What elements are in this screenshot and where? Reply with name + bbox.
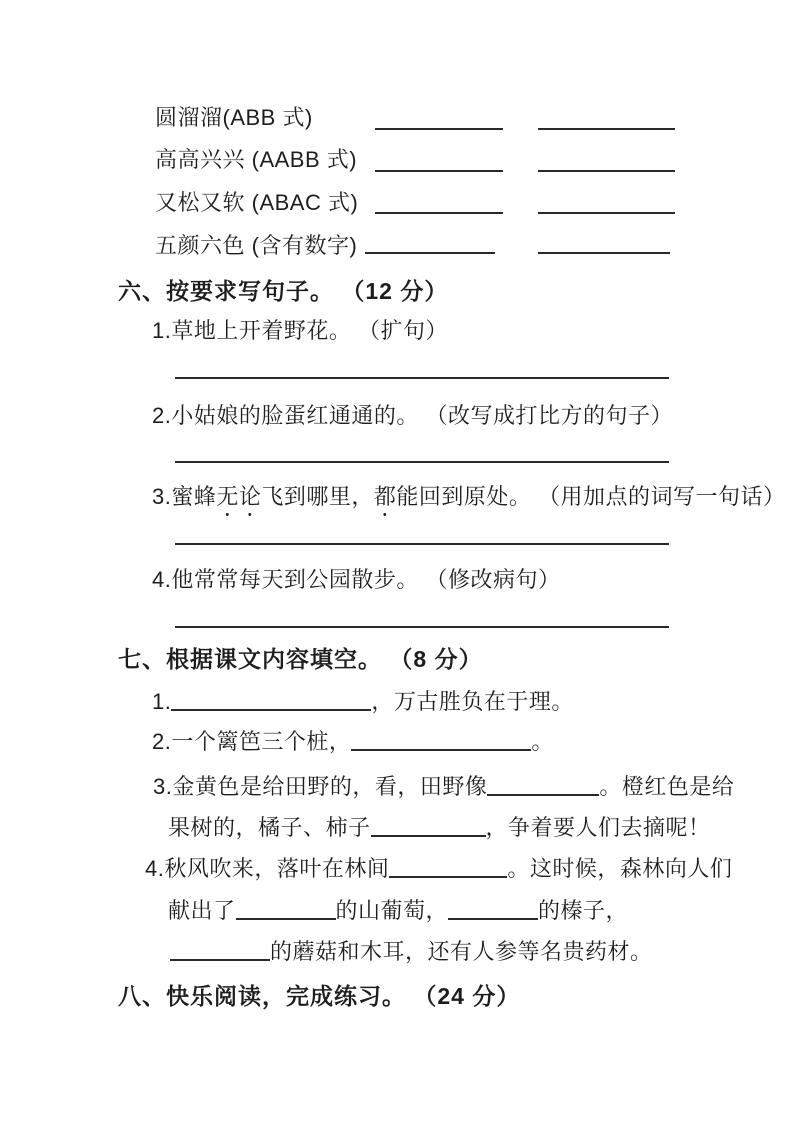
answer-line xyxy=(175,461,669,463)
answer-line xyxy=(175,377,669,379)
fill-blank xyxy=(351,733,531,751)
question-item-1: 1.草地上开着野花。 （扩句） xyxy=(152,318,448,343)
fill-question-3-line-2 xyxy=(168,814,711,842)
fill-blank xyxy=(538,170,675,172)
question-item-2: 2.小姑娘的脸蛋红通通的。 （改写成打比方的句子） xyxy=(152,403,673,428)
question-text-segment: ，万古胜负在于理。 xyxy=(371,689,574,714)
question-text-segment: 1. xyxy=(152,689,172,714)
emphasized-word: 无论 xyxy=(216,484,262,509)
question-text-segment: 2.一个篱笆三个桩， xyxy=(152,729,352,754)
question-text-segment: 飞到哪里， xyxy=(261,484,374,509)
word-pattern-label-abb: 圆溜溜(ABB 式) xyxy=(155,105,313,130)
question-text-segment: 。橙红色是给 xyxy=(599,774,735,799)
question-text-segment: 的蘑菇和木耳，还有人参等名贵药材。 xyxy=(270,939,653,964)
fill-blank xyxy=(538,252,670,254)
fill-blank xyxy=(375,212,503,214)
question-text-segment: 献出了 xyxy=(168,898,236,923)
question-item-4: 4.他常常每天到公园散步。 （修改病句） xyxy=(152,567,561,592)
fill-question-4-line-1 xyxy=(145,855,732,883)
fill-question-3-line-1 xyxy=(153,773,734,801)
fill-blank xyxy=(375,128,503,130)
question-text-segment: 果树的，橘子、柿子 xyxy=(168,815,371,840)
fill-question-4-line-2 xyxy=(168,897,628,925)
fill-blank xyxy=(448,902,538,920)
fill-blank xyxy=(236,902,336,920)
question-text-segment: 能回到原处。 （用加点的词写一句话） xyxy=(396,484,786,509)
section-eight-heading: 八、快乐阅读，完成练习。 （24 分） xyxy=(118,983,521,1009)
fill-blank xyxy=(371,819,486,837)
fill-question-4-line-3 xyxy=(170,938,653,966)
fill-blank xyxy=(389,860,507,878)
word-pattern-label-abac: 又松又软 (ABAC 式) xyxy=(155,190,359,215)
question-text-segment: 3.金黄色是给田野的，看，田野像 xyxy=(153,774,488,799)
fill-blank xyxy=(171,693,371,711)
fill-blank xyxy=(538,128,675,130)
section-six-heading: 六、按要求写句子。 （12 分） xyxy=(118,278,449,304)
question-text-segment: 的山葡萄， xyxy=(335,898,449,923)
section-seven-heading: 七、根据课文内容填空。 （8 分） xyxy=(118,646,483,672)
question-text-segment: ，争着要人们去摘呢！ xyxy=(485,815,711,840)
question-text-segment: 的榛子， xyxy=(538,898,629,923)
word-pattern-label-numbers: 五颜六色 (含有数字) xyxy=(155,233,358,258)
fill-blank xyxy=(487,778,599,796)
answer-line xyxy=(175,626,669,628)
word-pattern-label-aabb: 高高兴兴 (AABB 式) xyxy=(155,147,358,172)
question-text-segment: 4.秋风吹来，落叶在林间 xyxy=(145,856,390,881)
fill-blank xyxy=(170,943,270,961)
fill-blank xyxy=(538,212,675,214)
question-text-segment: 。 xyxy=(531,729,554,754)
emphasized-word: 都 xyxy=(373,484,397,509)
fill-blank xyxy=(365,252,495,254)
question-text-segment: 3.蜜蜂 xyxy=(152,484,217,509)
fill-blank xyxy=(375,170,503,172)
fill-question-2 xyxy=(152,728,554,756)
question-item-3 xyxy=(152,483,786,521)
fill-question-1 xyxy=(152,688,574,716)
answer-line xyxy=(175,543,669,545)
question-text-segment: 。这时候，森林向人们 xyxy=(507,856,733,881)
